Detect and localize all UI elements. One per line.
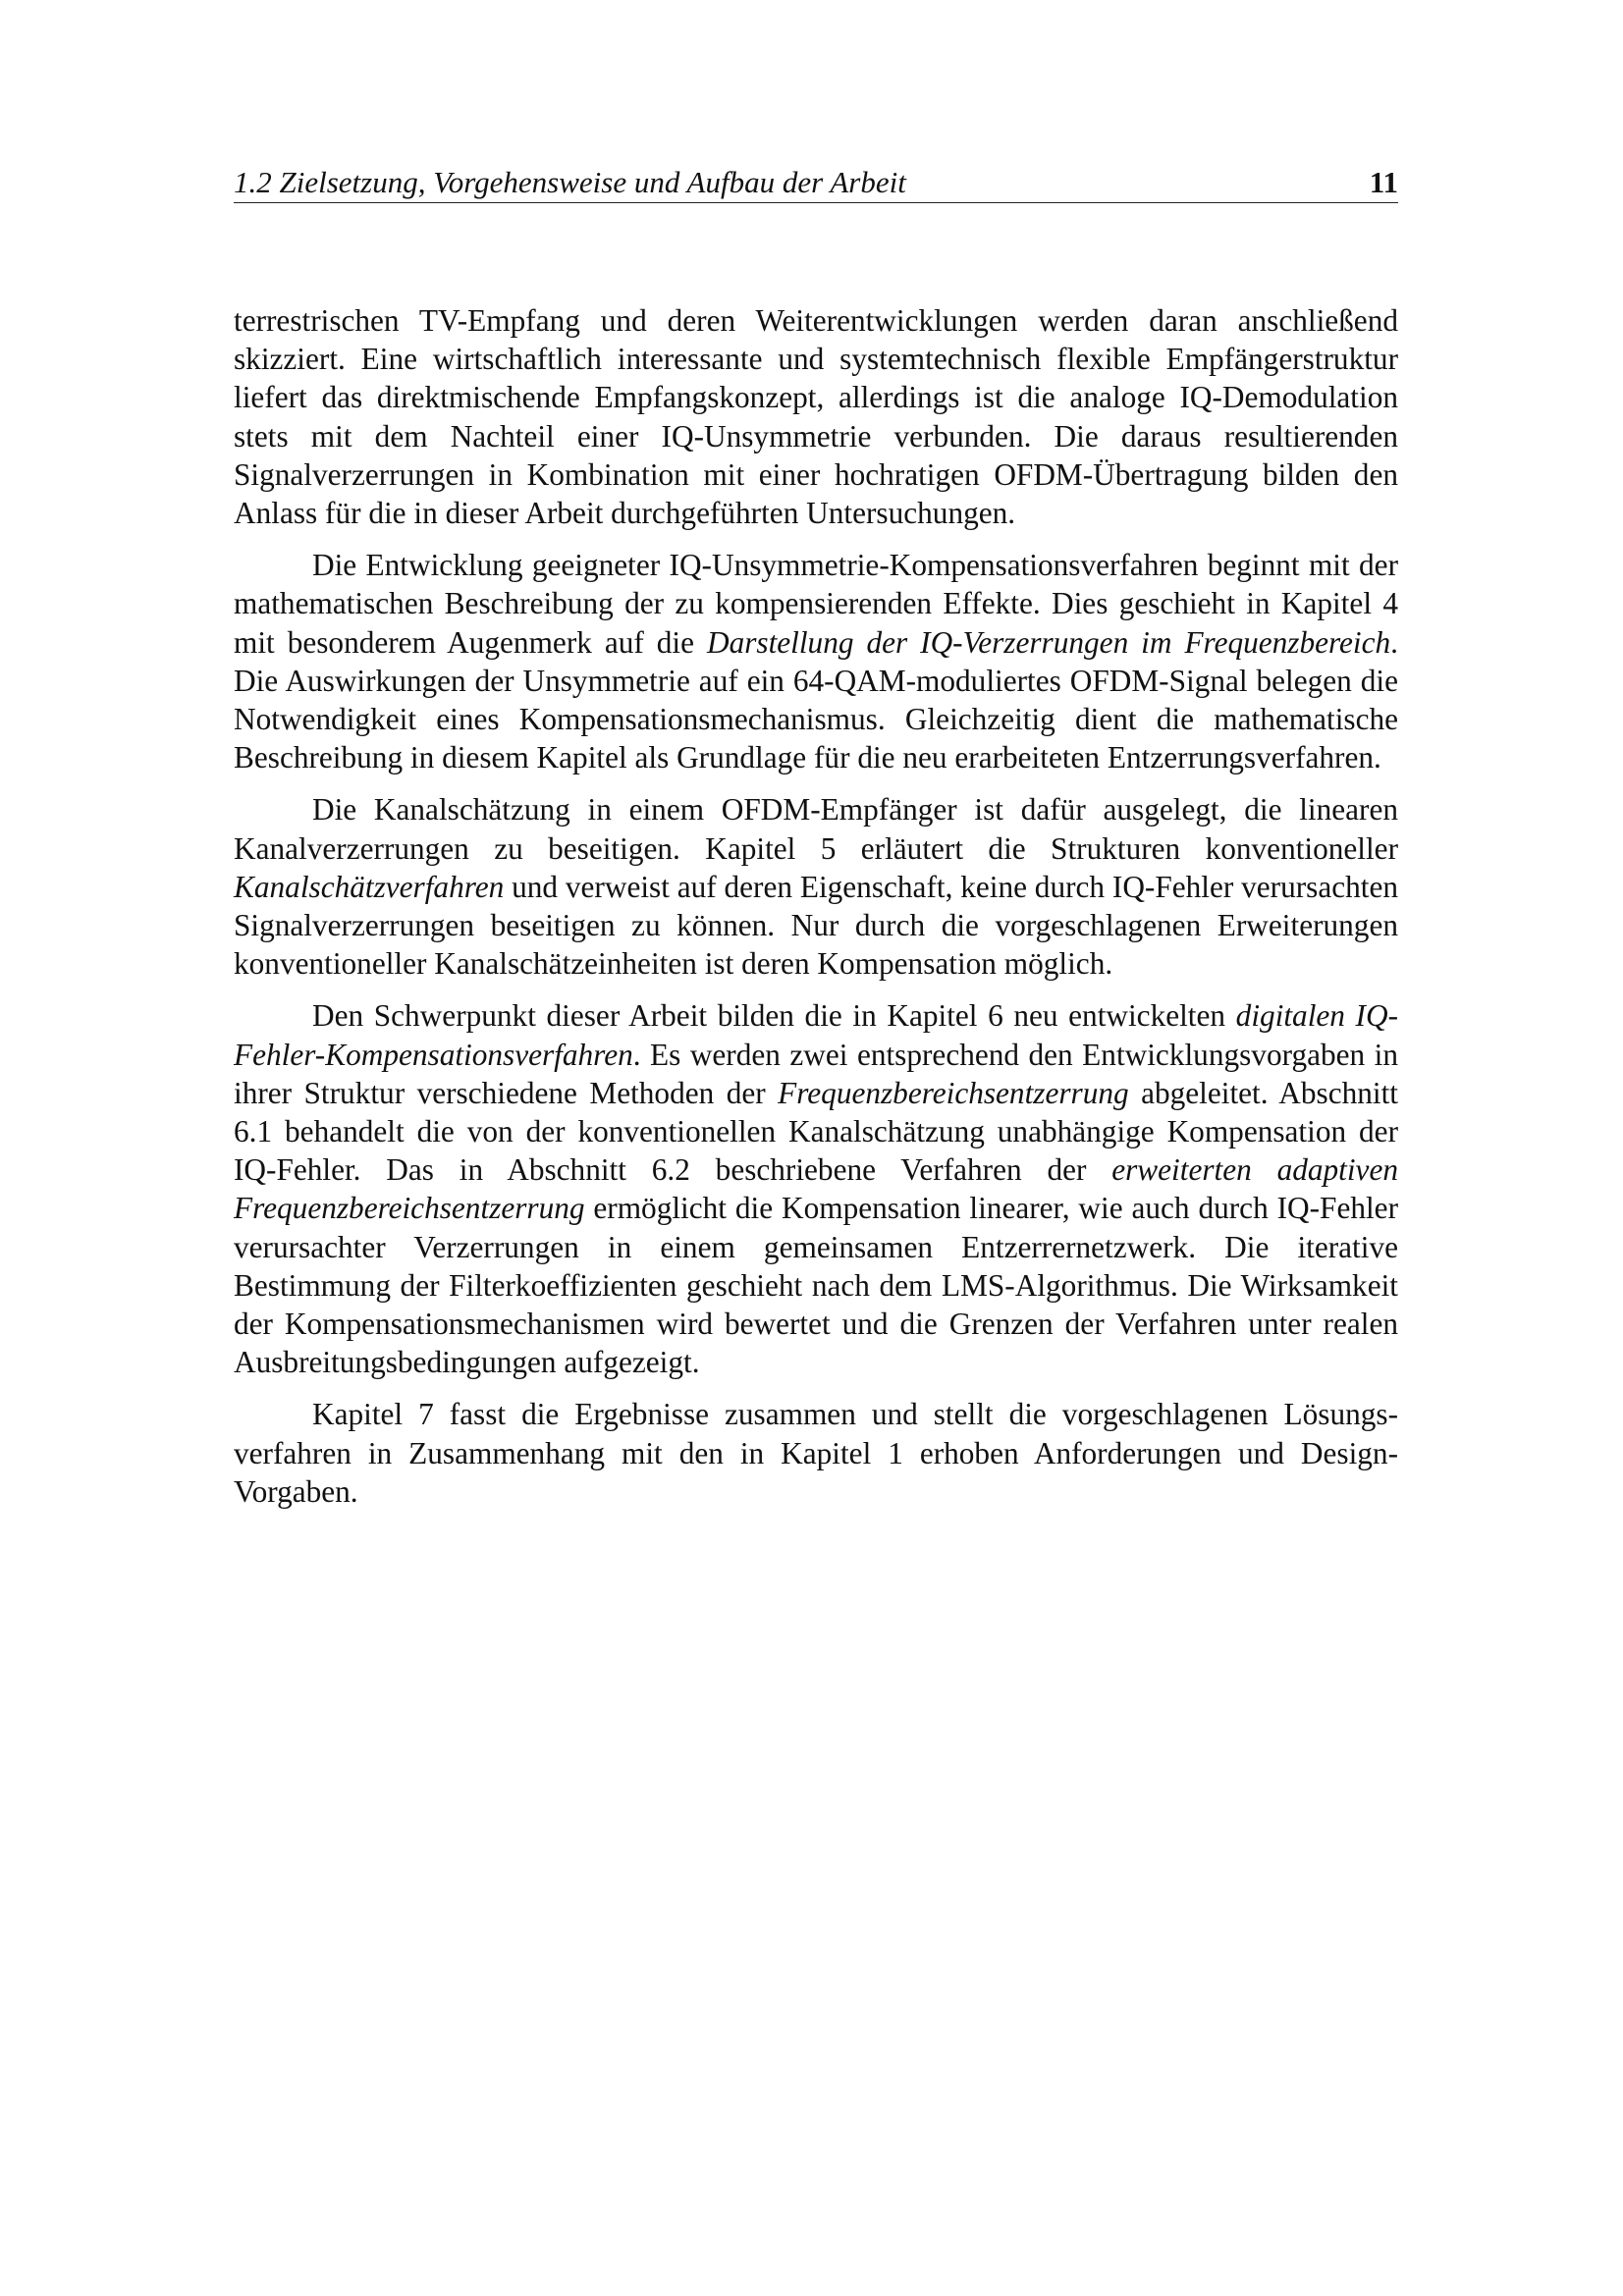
paragraph-4-text-a: Den Schwerpunkt dieser Arbeit bilden die in Kapitel 6 neu entwickelten (312, 998, 1236, 1034)
paragraph-2-emphasis-1: Darstellung der IQ-Verzerrungen im Frequenzbereich (706, 624, 1391, 660)
running-header-section-title: 1.2 Zielsetzung, Vorgehensweise und Aufbau der Arbeit (234, 165, 906, 199)
paragraph-2-text-b: . Die Auswirkungen der Unsymmetrie auf ein 64-QAM-moduliertes OFDM-Signal belegen die Notwendigkeit eines Kompensationsmechanismus. Gleichzeitig dient die mathematische Beschreibung in diesem Kapitel als Grundlage für die neu erarbeiteten Entzerrungsverfahren. (234, 624, 1398, 775)
paragraph-4-text-b: . Es werden zwei entsprechend den Entwicklungsvorgaben in ihrer Struktur verschiedene Methoden der (234, 1037, 1398, 1110)
paragraph-4-text-d: ermöglicht die Kompensation linearer, wie auch durch IQ-Fehler verursachter Verzerrungen in einem gemeinsamen Entzerrernetzwerk. Die iterative Bestimmung der Filterkoeffizienten geschieht nach dem LMS-Algorithmus. Die Wirksamkeit der Kompensationsmechanismen wird bewertet und die Grenzen der Verfahren unter realen Ausbreitungsbedingungen aufgezeigt. (234, 1191, 1398, 1380)
paragraph-3-text-a: Die Kanalschätzung in einem OFDM-Empfänger ist dafür ausgelegt, die linearen Kanalverzerrungen zu beseitigen. Kapitel 5 erläutert die Strukturen konventioneller (234, 792, 1398, 866)
paragraph-4-emphasis-1: digitalen IQ-Fehler-Kompensationsverfahren (234, 998, 1398, 1072)
paragraph-5: Kapitel 7 fasst die Ergebnisse zusammen und stellt die vorgeschlagenen Lösungsverfahren in Zusammenhang mit den in Kapitel 1 erhoben Anforderungen und Design-Vorgaben. (234, 1397, 1398, 1509)
paragraph-3 (234, 790, 1398, 983)
body-text (234, 301, 1398, 1524)
paragraph-1: terrestrischen TV-Empfang und deren Weiterentwicklungen werden daran anschließend skizziert. Eine wirtschaftlich interessante und systemtechnisch flexible Empfängerstruktur liefert das direktmischende Empfangskonzept, allerdings ist die analoge IQ-Demodulation stets mit dem Nachteil einer IQ-Unsymmetrie verbunden. Die daraus resultierenden Signalverzerrungen in Kombination mit einer hochratigen OFDM-Übertragung bilden den Anlass für die in dieser Arbeit durchgeführten Untersuchungen. (234, 303, 1398, 531)
running-header (234, 163, 1398, 203)
paragraph-3-emphasis-1: Kanalschätzverfahren (234, 869, 505, 904)
paragraph-4-text-c: abgeleitet. Abschnitt 6.1 behandelt die von der konventionellen Kanalschätzung unabhängige Kompensation der IQ-Fehler. Das in Abschnitt 6.2 beschriebene Verfahren der (234, 1075, 1399, 1188)
paragraph-2-text-a: Die Entwicklung geeigneter IQ-Unsymmetrie-Kompensationsverfahren beginnt mit der mathematischen Beschreibung der zu kompensierenden Effekte. Dies geschieht in Kapitel 4 mit besonderem Augenmerk auf die (234, 548, 1398, 660)
paragraph-4 (234, 996, 1398, 1381)
page-number: 11 (1369, 165, 1398, 199)
paragraph-3-text-b: und verweist auf deren Eigenschaft, keine durch IQ-Fehler verursachten Signalverzerrungen beseitigen zu können. Nur durch die vorgeschlagenen Erweiterungen konventioneller Kanalschätzeinheiten ist deren Kompensation möglich. (234, 869, 1398, 982)
paragraph-2 (234, 546, 1398, 776)
paragraph-4-emphasis-2: Frequenzbereichsentzerrung (778, 1075, 1129, 1110)
paragraph-4-emphasis-3: erweiterten adaptiven Frequenzbereichsentzerrung (234, 1152, 1398, 1226)
